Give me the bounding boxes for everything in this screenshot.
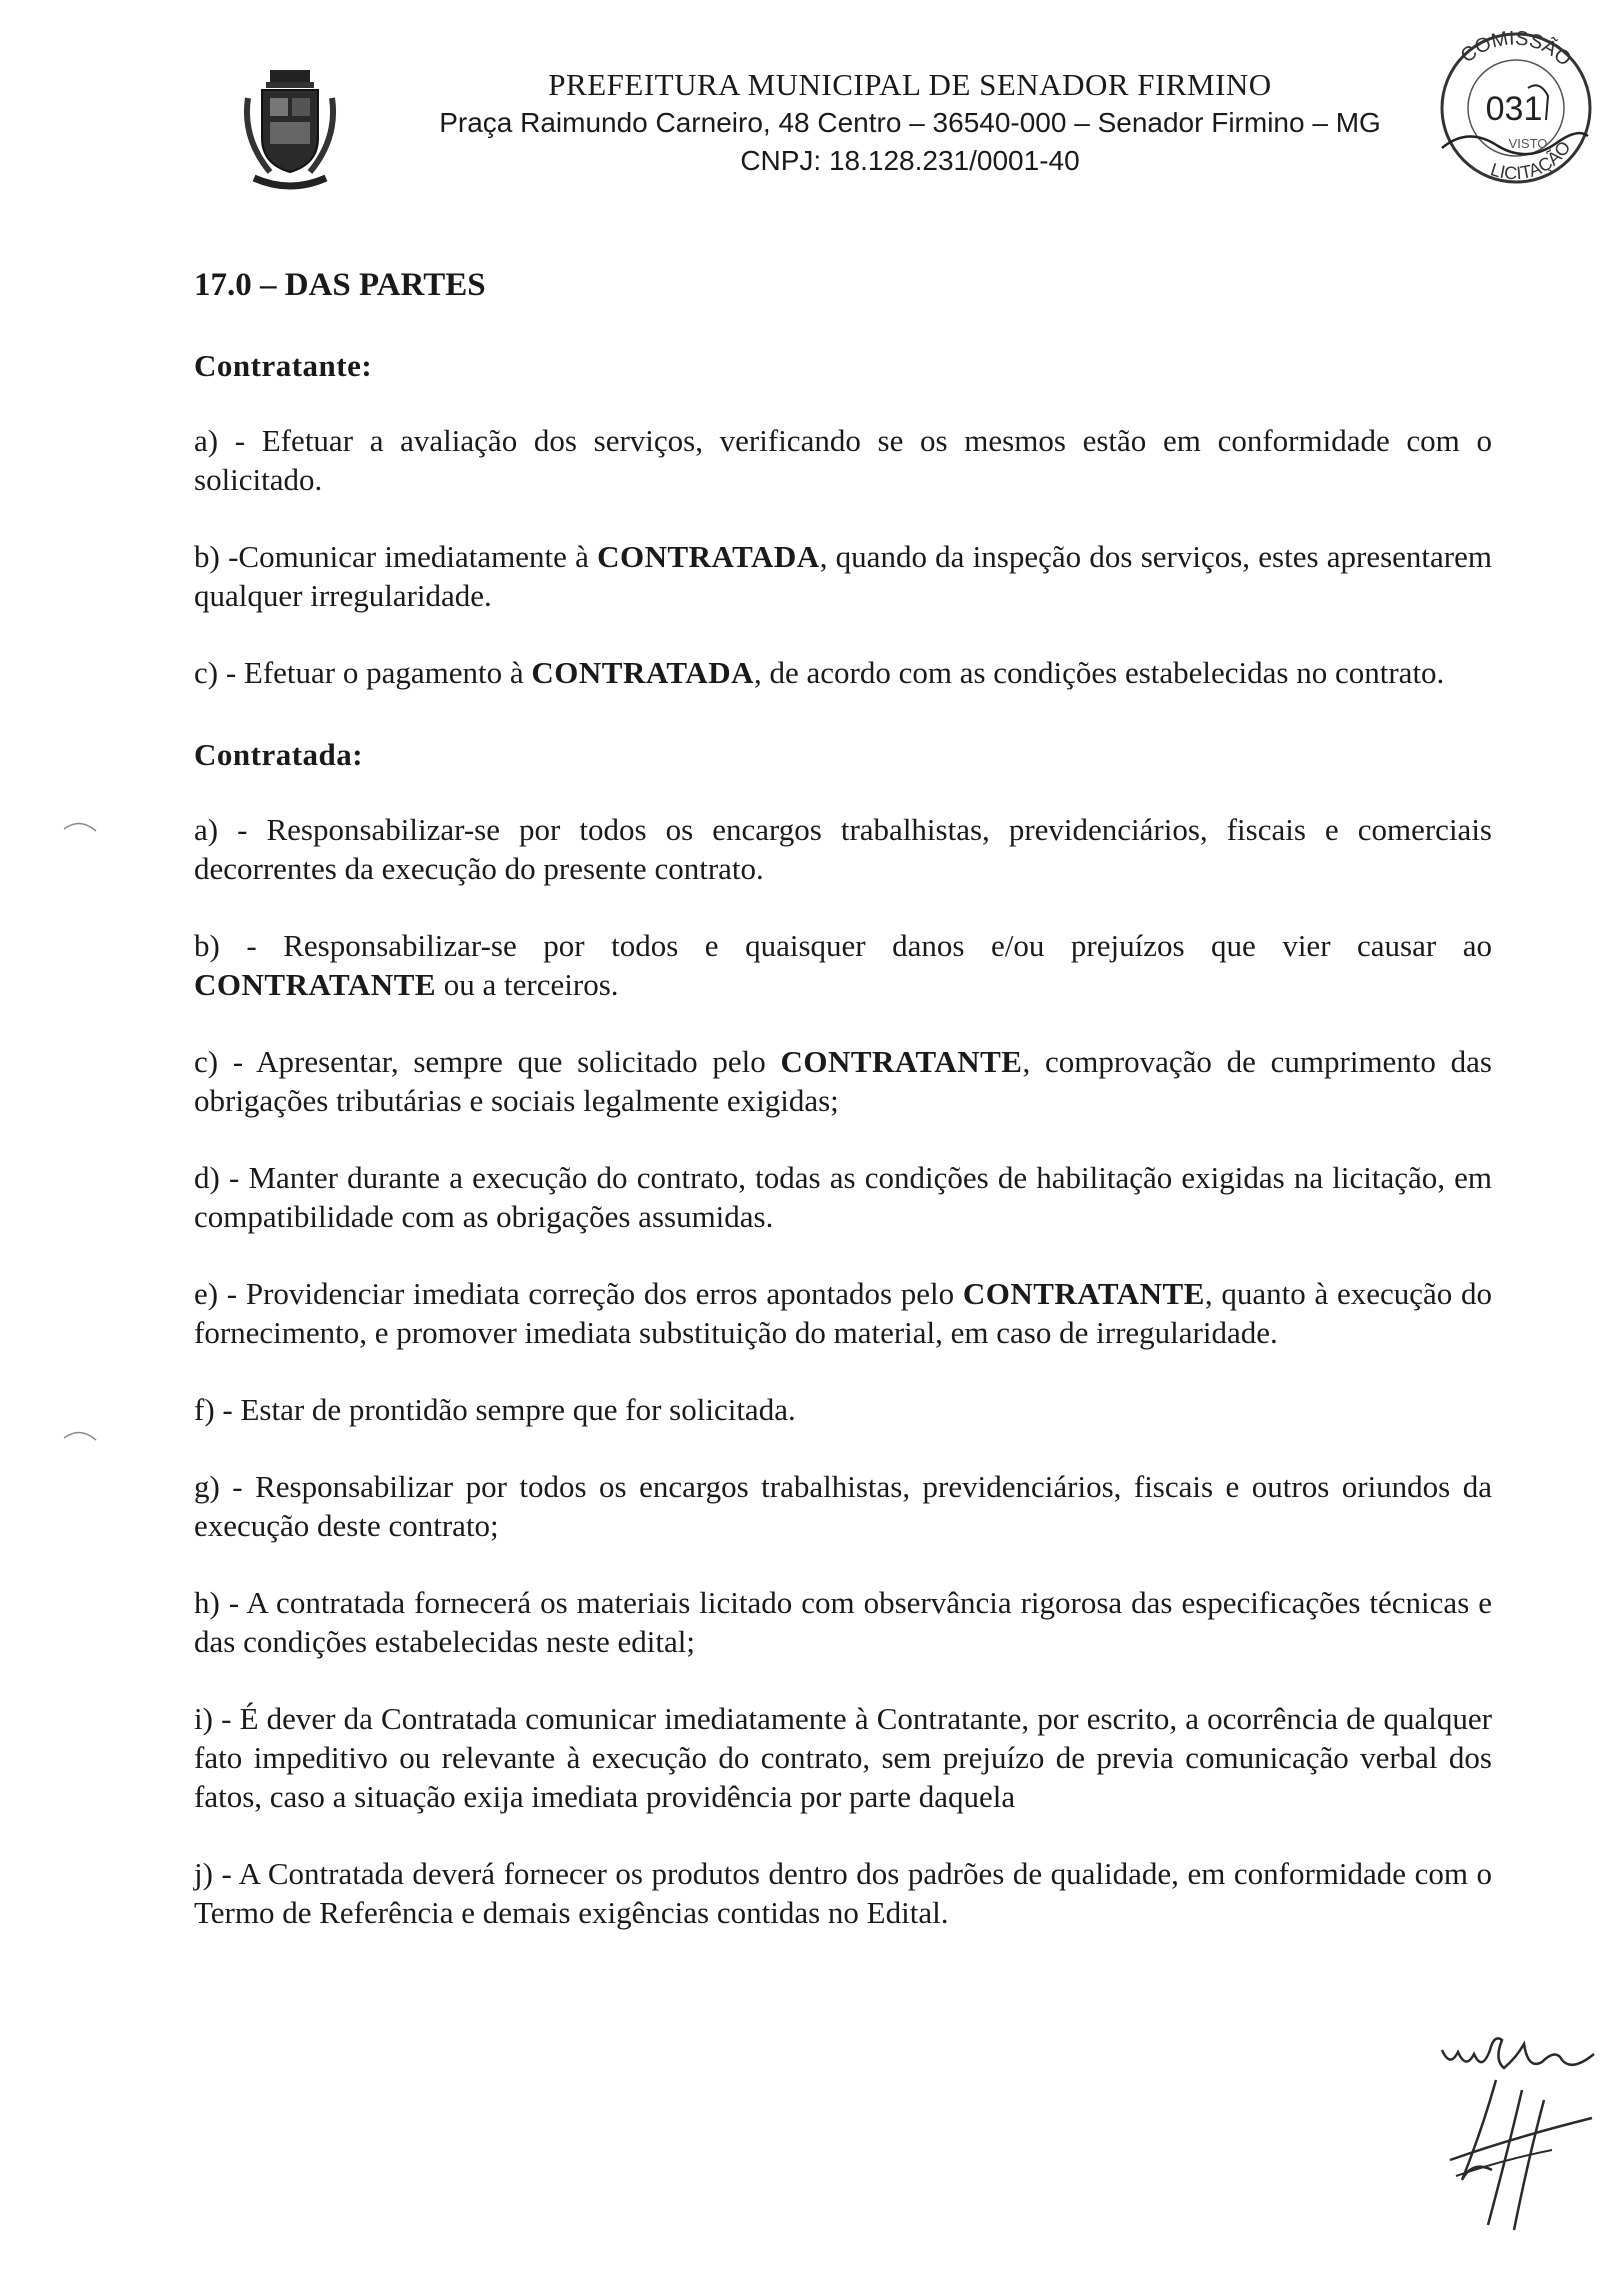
document-body [194,265,1492,1970]
seal-number: 031 [1485,90,1543,128]
margin-mark [62,1424,98,1444]
contratada-item-h: h) - A contratada fornecerá os materiais licitado com observância rigorosa das especificações técnicas e das condições estabelecidas neste edital; [194,1585,1492,1659]
margin-mark [62,815,98,835]
commission-seal-stamp [1428,18,1596,194]
contratada-item-e: e) - Providenciar imediata correção dos erros apontados pelo CONTRATANTE, quanto à execução do fornecimento, e promover imediata substituição do material, em caso de irregularidade. [194,1276,1492,1350]
contratante-item-c: c) - Efetuar o pagamento à CONTRATADA, de acordo com as condições estabelecidas no contrato. [194,655,1445,690]
letterhead-title: PREFEITURA MUNICIPAL DE SENADOR FIRMINO [548,67,1272,102]
handwritten-signature [1432,2010,1600,2250]
contratada-heading: Contratada: [194,737,364,772]
svg-text:COMISSÃO [1457,27,1576,70]
seal-visto: VISTO [1508,136,1548,151]
letterhead-cnpj: CNPJ: 18.128.231/0001-40 [740,145,1080,176]
contratante-item-a: a) - Efetuar a avaliação dos serviços, verificando se os mesmos estão em conformidade com o solicitado. [194,423,1492,497]
seal-top-text: COMISSÃO [1456,27,1576,71]
contratada-item-a: a) - Responsabilizar-se por todos os encargos trabalhistas, previdenciários, fiscais e comerciais decorrentes da execução do presente contrato. [194,812,1492,886]
contratada-item-j: j) - A Contratada deverá fornecer os produtos dentro dos padrões de qualidade, em conformidade com o Termo de Referência e demais exigências contidas no Edital. [194,1856,1492,1930]
contratada-item-g: g) - Responsabilizar por todos os encargos trabalhistas, previdenciários, fiscais e outros oriundos da execução deste contrato; [194,1469,1492,1543]
contratada-item-d: d) - Manter durante a execução do contrato, todas as condições de habilitação exigidas na licitação, em compatibilidade com as obrigações assumidas. [194,1160,1492,1234]
letterhead-address: Praça Raimundo Carneiro, 48 Centro – 36540-000 – Senador Firmino – MG [439,107,1381,138]
contratada-item-c: c) - Apresentar, sempre que solicitado pelo CONTRATANTE, comprovação de cumprimento das obrigações tributárias e sociais legalmente exigidas; [194,1044,1492,1118]
letterhead [410,66,1410,180]
contratante-heading: Contratante: [194,348,373,383]
contratada-item-b: b) - Responsabilizar-se por todos e quaisquer danos e/ou prejuízos que vier causar ao CONTRATANTE ou a terceiros. [194,928,1492,1002]
contratada-item-i: i) - É dever da Contratada comunicar imediatamente à Contratante, por escrito, a ocorrência de qualquer fato impeditivo ou relevante à execução do contrato, sem prejuízo de previa comunicação verbal dos fatos, caso a situação exija imediata providência por parte daquela [194,1701,1492,1814]
section-title: 17.0 – DAS PARTES [194,267,486,303]
municipal-crest-icon [240,68,340,198]
contratada-item-f: f) - Estar de prontidão sempre que for solicitada. [194,1392,796,1427]
contratante-item-b: b) -Comunicar imediatamente à CONTRATADA, quando da inspeção dos serviços, estes apresentarem qualquer irregularidade. [194,539,1492,613]
seal-bottom-text: LICITAÇÃO [1488,137,1575,184]
